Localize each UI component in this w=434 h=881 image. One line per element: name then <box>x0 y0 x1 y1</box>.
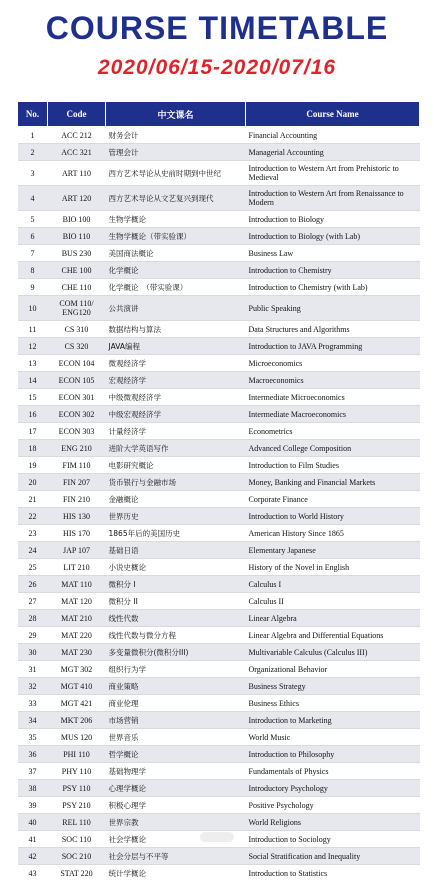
cell-no: 41 <box>18 831 48 848</box>
table-row <box>18 797 420 814</box>
cell-cn: 微观经济学 <box>106 355 246 372</box>
cell-cn: 微积分 II <box>106 593 246 610</box>
cell-no: 28 <box>18 610 48 627</box>
cell-cn: 货币银行与金融市场 <box>106 474 246 491</box>
cell-en: Business Strategy <box>246 678 420 695</box>
cell-cn: 哲学概论 <box>106 746 246 763</box>
table-row <box>18 144 420 161</box>
table-row <box>18 389 420 406</box>
cell-cn: 计量经济学 <box>106 423 246 440</box>
date-range: 2020/06/15-2020/07/16 <box>0 56 434 80</box>
cell-cn: 心理学概论 <box>106 780 246 797</box>
column-header-chinese-name: 中文课名 <box>106 102 246 127</box>
cell-en: Introduction to Film Studies <box>246 457 420 474</box>
cell-code: ACC 212 <box>48 127 106 144</box>
cell-no: 4 <box>18 186 48 211</box>
cell-code: ECON 105 <box>48 372 106 389</box>
cell-code: PHI 110 <box>48 746 106 763</box>
course-table <box>17 101 420 881</box>
table-row <box>18 814 420 831</box>
cell-cn: 管理会计 <box>106 144 246 161</box>
cell-no: 16 <box>18 406 48 423</box>
cell-cn: 进阶大学英语写作 <box>106 440 246 457</box>
table-row <box>18 593 420 610</box>
table-row <box>18 440 420 457</box>
cell-cn: 组织行为学 <box>106 661 246 678</box>
cell-cn: 线性代数 <box>106 610 246 627</box>
table-row <box>18 228 420 245</box>
cell-no: 13 <box>18 355 48 372</box>
cell-code: ENG 210 <box>48 440 106 457</box>
column-header-course-name: Course Name <box>246 102 420 127</box>
cell-cn: 金融概论 <box>106 491 246 508</box>
table-row <box>18 474 420 491</box>
cell-en: Linear Algebra and Differential Equations <box>246 627 420 644</box>
cell-code: MAT 210 <box>48 610 106 627</box>
cell-no: 7 <box>18 245 48 262</box>
cell-en: Introduction to Sociology <box>246 831 420 848</box>
table-row <box>18 338 420 355</box>
cell-en: Introduction to Philosophy <box>246 746 420 763</box>
cell-cn: 世界历史 <box>106 508 246 525</box>
cell-code: MGT 410 <box>48 678 106 695</box>
cell-en: Fundamentals of Physics <box>246 763 420 780</box>
cell-en: Introduction to Chemistry (with Lab) <box>246 279 420 296</box>
cell-code: BUS 230 <box>48 245 106 262</box>
cell-code: MKT 206 <box>48 712 106 729</box>
table-row <box>18 279 420 296</box>
cell-en: Multivariable Calculus (Calculus III) <box>246 644 420 661</box>
cell-code: FIM 110 <box>48 457 106 474</box>
cell-code: MAT 230 <box>48 644 106 661</box>
table-row <box>18 542 420 559</box>
cell-en: Organizational Behavior <box>246 661 420 678</box>
cell-en: Econometrics <box>246 423 420 440</box>
cell-no: 22 <box>18 508 48 525</box>
cell-no: 1 <box>18 127 48 144</box>
cell-no: 42 <box>18 848 48 865</box>
cell-no: 31 <box>18 661 48 678</box>
cell-code: HIS 170 <box>48 525 106 542</box>
cell-no: 8 <box>18 262 48 279</box>
table-row <box>18 161 420 186</box>
cell-code: CS 320 <box>48 338 106 355</box>
table-row <box>18 576 420 593</box>
cell-code: SOC 210 <box>48 848 106 865</box>
cell-no: 33 <box>18 695 48 712</box>
cell-cn: 西方艺术导论从史前时期到中世纪 <box>106 161 246 186</box>
cell-no: 23 <box>18 525 48 542</box>
table-row <box>18 262 420 279</box>
cell-en: Managerial Accounting <box>246 144 420 161</box>
cell-no: 10 <box>18 296 48 321</box>
cell-code: ECON 302 <box>48 406 106 423</box>
cell-no: 5 <box>18 211 48 228</box>
table-row <box>18 321 420 338</box>
cell-code: HIS 130 <box>48 508 106 525</box>
cell-no: 24 <box>18 542 48 559</box>
cell-no: 34 <box>18 712 48 729</box>
table-row <box>18 211 420 228</box>
table-row <box>18 644 420 661</box>
table-row <box>18 712 420 729</box>
cell-code: ECON 104 <box>48 355 106 372</box>
cell-code: MAT 110 <box>48 576 106 593</box>
cell-code: REL 110 <box>48 814 106 831</box>
cell-en: Introductory Psychology <box>246 780 420 797</box>
cell-code: ECON 301 <box>48 389 106 406</box>
table-row <box>18 678 420 695</box>
footer-mark <box>200 832 234 842</box>
cell-no: 43 <box>18 865 48 881</box>
cell-en: Introduction to Western Art from Renaissance to Modern <box>246 186 420 211</box>
column-header-code: Code <box>48 102 106 127</box>
cell-no: 14 <box>18 372 48 389</box>
cell-code: PSY 210 <box>48 797 106 814</box>
cell-cn: 基础物理学 <box>106 763 246 780</box>
cell-cn: 1865年后的美国历史 <box>106 525 246 542</box>
table-row <box>18 780 420 797</box>
cell-cn: 中级微观经济学 <box>106 389 246 406</box>
cell-no: 20 <box>18 474 48 491</box>
cell-cn: 小说史概论 <box>106 559 246 576</box>
table-row <box>18 508 420 525</box>
table-row <box>18 848 420 865</box>
cell-no: 26 <box>18 576 48 593</box>
table-header-row <box>18 102 420 127</box>
cell-no: 17 <box>18 423 48 440</box>
cell-code: FIN 210 <box>48 491 106 508</box>
table-row <box>18 661 420 678</box>
cell-en: Introduction to Statistics <box>246 865 420 881</box>
cell-en: Social Stratification and Inequality <box>246 848 420 865</box>
table-row <box>18 746 420 763</box>
cell-en: Data Structures and Algorithms <box>246 321 420 338</box>
cell-no: 27 <box>18 593 48 610</box>
cell-en: Intermediate Macroeconomics <box>246 406 420 423</box>
cell-cn: 统计学概论 <box>106 865 246 881</box>
table-row <box>18 372 420 389</box>
table-row <box>18 610 420 627</box>
table-row <box>18 559 420 576</box>
cell-en: Business Ethics <box>246 695 420 712</box>
cell-no: 38 <box>18 780 48 797</box>
cell-en: Corporate Finance <box>246 491 420 508</box>
cell-no: 29 <box>18 627 48 644</box>
cell-code: ECON 303 <box>48 423 106 440</box>
cell-code: LIT 210 <box>48 559 106 576</box>
cell-code: JAP 107 <box>48 542 106 559</box>
column-header-no: No. <box>18 102 48 127</box>
cell-cn: 市场营销 <box>106 712 246 729</box>
table-row <box>18 296 420 321</box>
cell-code: PHY 110 <box>48 763 106 780</box>
cell-no: 40 <box>18 814 48 831</box>
table-row <box>18 865 420 881</box>
cell-code: MGT 302 <box>48 661 106 678</box>
cell-cn: 化学概论 （带实验课） <box>106 279 246 296</box>
table-row <box>18 355 420 372</box>
table-row <box>18 457 420 474</box>
table-row <box>18 491 420 508</box>
table-body <box>18 127 420 881</box>
cell-no: 3 <box>18 161 48 186</box>
cell-code: MAT 220 <box>48 627 106 644</box>
cell-code: PSY 110 <box>48 780 106 797</box>
cell-no: 11 <box>18 321 48 338</box>
table-row <box>18 127 420 144</box>
cell-cn: 宏观经济学 <box>106 372 246 389</box>
cell-cn: 社会学概论 <box>106 831 246 848</box>
cell-cn: JAVA编程 <box>106 338 246 355</box>
cell-code: ACC 321 <box>48 144 106 161</box>
cell-en: Elementary Japanese <box>246 542 420 559</box>
cell-en: Macroeconomics <box>246 372 420 389</box>
cell-no: 21 <box>18 491 48 508</box>
cell-code: CHE 100 <box>48 262 106 279</box>
cell-en: Positive Psychology <box>246 797 420 814</box>
cell-cn: 中级宏观经济学 <box>106 406 246 423</box>
cell-code: ART 110 <box>48 161 106 186</box>
cell-en: Microeconomics <box>246 355 420 372</box>
cell-no: 12 <box>18 338 48 355</box>
cell-cn: 多变量微积分(微积分III) <box>106 644 246 661</box>
cell-en: Calculus II <box>246 593 420 610</box>
cell-no: 35 <box>18 729 48 746</box>
cell-no: 15 <box>18 389 48 406</box>
cell-en: World Music <box>246 729 420 746</box>
cell-cn: 社会分层与不平等 <box>106 848 246 865</box>
cell-code: BIO 110 <box>48 228 106 245</box>
cell-en: Introduction to JAVA Programming <box>246 338 420 355</box>
table-row <box>18 406 420 423</box>
cell-code: BIO 100 <box>48 211 106 228</box>
cell-cn: 线性代数与微分方程 <box>106 627 246 644</box>
cell-code: MUS 120 <box>48 729 106 746</box>
cell-cn: 电影研究概论 <box>106 457 246 474</box>
page-title: COURSE TIMETABLE <box>0 10 434 47</box>
cell-code: MAT 120 <box>48 593 106 610</box>
table-row <box>18 627 420 644</box>
cell-no: 39 <box>18 797 48 814</box>
cell-code: COM 110/ ENG120 <box>48 296 106 321</box>
table-row <box>18 525 420 542</box>
table-row <box>18 695 420 712</box>
cell-cn: 基础日语 <box>106 542 246 559</box>
cell-no: 2 <box>18 144 48 161</box>
cell-no: 19 <box>18 457 48 474</box>
cell-en: Advanced College Composition <box>246 440 420 457</box>
cell-no: 37 <box>18 763 48 780</box>
cell-en: Introduction to Western Art from Prehistoric to Medieval <box>246 161 420 186</box>
cell-cn: 财务会计 <box>106 127 246 144</box>
cell-en: Introduction to Marketing <box>246 712 420 729</box>
cell-no: 30 <box>18 644 48 661</box>
cell-cn: 生物学概论（带实验课） <box>106 228 246 245</box>
cell-cn: 美国商法概论 <box>106 245 246 262</box>
cell-code: CS 310 <box>48 321 106 338</box>
cell-en: World Religions <box>246 814 420 831</box>
cell-en: Introduction to Biology (with Lab) <box>246 228 420 245</box>
cell-code: STAT 220 <box>48 865 106 881</box>
cell-code: CHE 110 <box>48 279 106 296</box>
cell-en: American History Since 1865 <box>246 525 420 542</box>
cell-code: SOC 110 <box>48 831 106 848</box>
cell-no: 25 <box>18 559 48 576</box>
cell-en: Money, Banking and Financial Markets <box>246 474 420 491</box>
cell-en: Intermediate Microeconomics <box>246 389 420 406</box>
table-row <box>18 245 420 262</box>
cell-cn: 生物学概论 <box>106 211 246 228</box>
cell-no: 9 <box>18 279 48 296</box>
cell-no: 32 <box>18 678 48 695</box>
cell-cn: 商业策略 <box>106 678 246 695</box>
cell-en: Financial Accounting <box>246 127 420 144</box>
cell-cn: 世界宗教 <box>106 814 246 831</box>
page-header <box>0 0 434 95</box>
table-row <box>18 729 420 746</box>
table-row <box>18 186 420 211</box>
cell-en: Linear Algebra <box>246 610 420 627</box>
table-row <box>18 423 420 440</box>
cell-en: Public Speaking <box>246 296 420 321</box>
cell-en: Business Law <box>246 245 420 262</box>
cell-en: History of the Novel in English <box>246 559 420 576</box>
cell-cn: 世界音乐 <box>106 729 246 746</box>
cell-code: FIN 207 <box>48 474 106 491</box>
cell-cn: 数据结构与算法 <box>106 321 246 338</box>
cell-en: Calculus I <box>246 576 420 593</box>
cell-code: MGT 421 <box>48 695 106 712</box>
cell-cn: 积极心理学 <box>106 797 246 814</box>
table-row <box>18 763 420 780</box>
cell-cn: 西方艺术导论从文艺复兴到现代 <box>106 186 246 211</box>
cell-code: ART 120 <box>48 186 106 211</box>
cell-cn: 微积分 I <box>106 576 246 593</box>
cell-en: Introduction to World History <box>246 508 420 525</box>
cell-cn: 商业伦理 <box>106 695 246 712</box>
cell-en: Introduction to Biology <box>246 211 420 228</box>
cell-no: 36 <box>18 746 48 763</box>
cell-en: Introduction to Chemistry <box>246 262 420 279</box>
cell-no: 6 <box>18 228 48 245</box>
cell-no: 18 <box>18 440 48 457</box>
cell-cn: 公共演讲 <box>106 296 246 321</box>
cell-cn: 化学概论 <box>106 262 246 279</box>
